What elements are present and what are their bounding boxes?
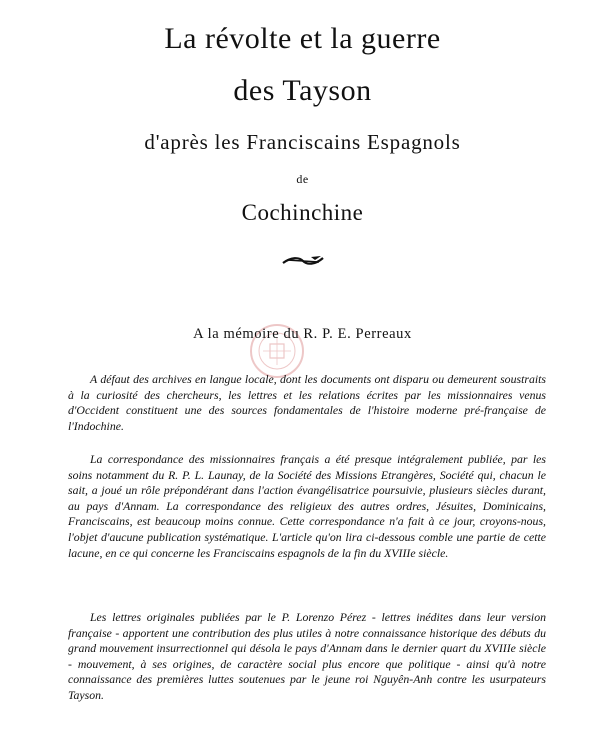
subtitle-line: d'après les Franciscains Espagnols — [144, 130, 461, 154]
title-line-2: des Tayson — [233, 74, 372, 107]
title-line-1: La révolte et la guerre — [164, 22, 441, 55]
subtitle-place: Cochinchine — [241, 200, 364, 225]
paragraph-3: Les lettres originales publiées par le P. Lorenzo Pérez - lettres inédites dans leur version française - apportent une contribution des plus utiles à notre connaissance historique des débuts du grand mouvement insurrectionnel qui désola le pays d'Annam dans le dernier quart du XVIIIe siècle - mouvement, à ses origines, de caractère social plus encore que politique - ainsi qu'à notre connaissance des premières luttes soutenues par le jeune roi Nguyên-Anh contre les usurpateurs Tayson. — [68, 610, 546, 702]
paragraph-2: La correspondance des missionnaires français a été presque intégralement publiée, par les soins notamment du R. P. L. Launay, de la Société des Missions Etrangères, Société qui, chacun le sait, a joué un rôle prépondérant dans l'action évangélisatrice poursuivie, plusieurs siècles durant, au pays d'Annam. La correspondance des religieux des autres ordres, Jésuites, Dominicains, Franciscains, est beaucoup moins connue. Cette correspondance n'a fait à ce jour, croyons-nous, l'objet d'aucune publication systématique. L'article qu'on lira ci-dessous comble une partie de cette lacune, en ce qui concerne les Franciscains espagnols de la fin du XVIIIe siècle. — [68, 452, 546, 560]
paragraph-1: A défaut des archives en langue locale, dont les documents ont disparu ou demeurent soustraits à la curiosité des chercheurs, les lettres et les relations écrites par les missionnaires venus d'Occident constituent une des sources fondamentales de l'histoire moderne pré-française de l'Indochine. — [68, 372, 546, 433]
dedication: A la mémoire du R. P. E. Perreaux — [193, 326, 412, 342]
flourish-ornament-icon — [281, 254, 325, 268]
subtitle-connector: de — [296, 172, 309, 186]
